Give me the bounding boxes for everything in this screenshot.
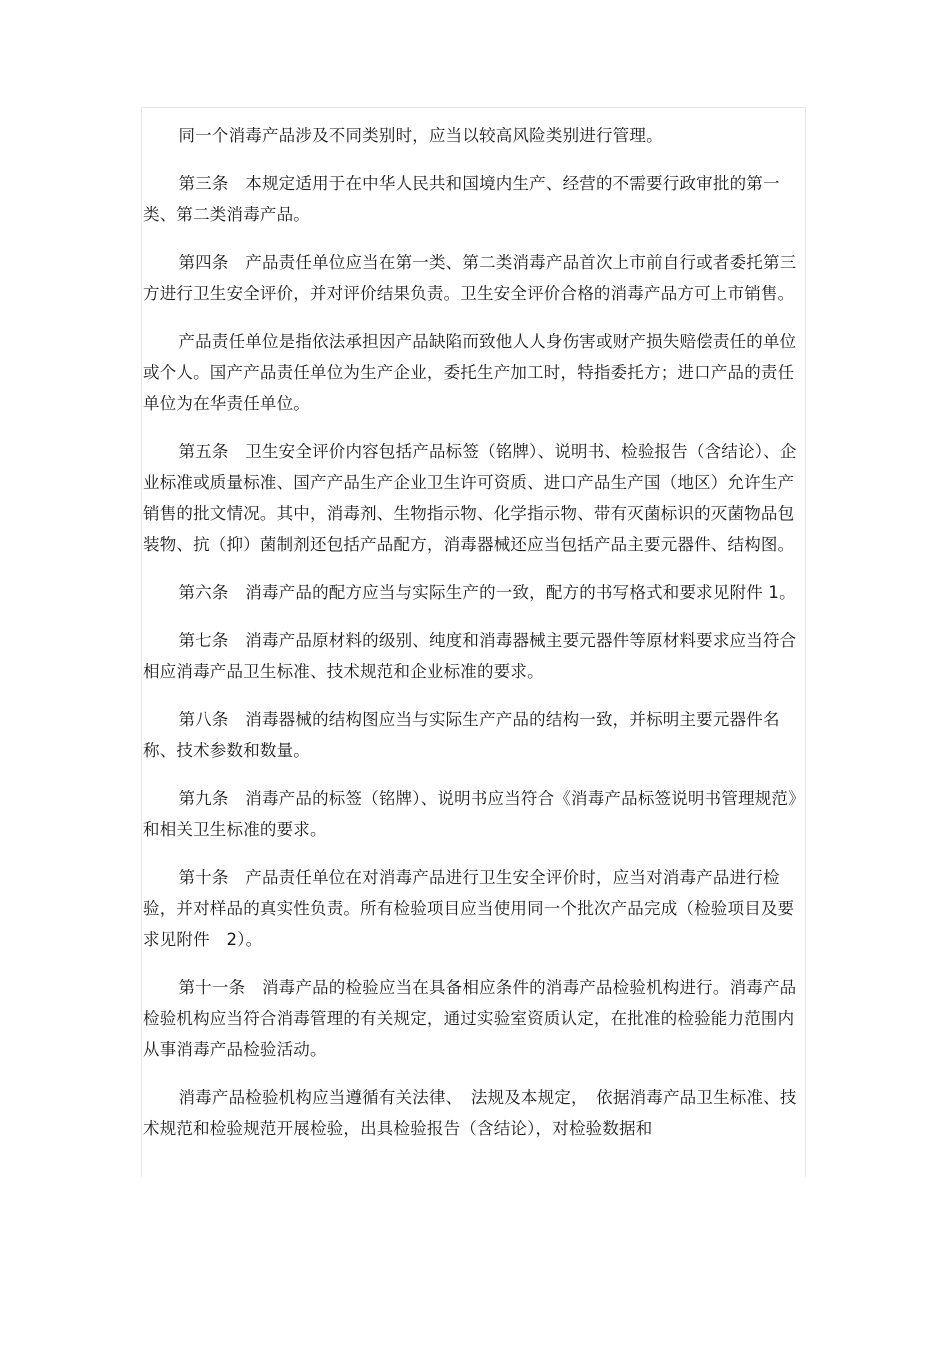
- paragraph-article-5: 第五条 卫生安全评价内容包括产品标签（铭牌）、说明书、检验报告（含结论）、企业标准或质量标准、国产产品生产企业卫生许可资质、进口产品生产国（地区）允许生产销售的批文情况。其中，消毒剂、生物指示物、化学指示物、带有灭菌标识的灭菌物品包装物、抗（抑）菌制剂还包括产品配方，消毒器械还应当包括产品主要元器件、结构图。: [143, 442, 797, 554]
- paragraph-responsible-unit: 产品责任单位是指依法承担因产品缺陷而致他人人身伤害或财产损失赔偿责任的单位或个人。国产产品责任单位为生产企业，委托生产加工时，特指委托方；进口产品的责任单位为在华责任单位。: [143, 332, 797, 413]
- paragraph-article-8: 第八条 消毒器械的结构图应当与实际生产产品的结构一致，并标明主要元器件名称、技术参数和数量。: [143, 710, 780, 760]
- paragraph-article-3: 第三条 本规定适用于在中华人民共和国境内生产、经营的不需要行政审批的第一类、第二类消毒产品。: [143, 174, 780, 224]
- paragraph-article-7: 第七条 消毒产品原材料的级别、纯度和消毒器械主要元器件等原材料要求应当符合相应消毒产品卫生标准、技术规范和企业标准的要求。: [143, 631, 797, 681]
- paragraph-article-9: 第九条 消毒产品的标签（铭牌）、说明书应当符合《消毒产品标签说明书管理规范》和相关卫生标准的要求。: [143, 789, 797, 839]
- paragraph-article-10: 第十条 产品责任单位在对消毒产品进行卫生安全评价时，应当对消毒产品进行检验，并对样品的真实性负责。所有检验项目应当使用同一个批次产品完成（检验项目及要求见附件 2）。: [143, 868, 795, 949]
- paragraph-article-6: 第六条 消毒产品的配方应当与实际生产的一致，配方的书写格式和要求见附件 1。: [178, 583, 796, 602]
- paragraph-category-risk: 同一个消毒产品涉及不同类别时，应当以较高风险类别进行管理。: [178, 126, 663, 145]
- document-body: [143, 120, 803, 1161]
- paragraph-inspection-agency: 消毒产品检验机构应当遵循有关法律、 法规及本规定， 依据消毒产品卫生标准、技术规范和检验规范开展检验，出具检验报告（含结论），对检验数据和: [143, 1088, 797, 1138]
- paragraph-article-4: 第四条 产品责任单位应当在第一类、第二类消毒产品首次上市前自行或者委托第三方进行卫生安全评价，并对评价结果负责。卫生安全评价合格的消毒产品方可上市销售。: [143, 253, 797, 303]
- paragraph-article-11: 第十一条 消毒产品的检验应当在具备相应条件的消毒产品检验机构进行。消毒产品检验机构应当符合消毒管理的有关规定，通过实验室资质认定，在批准的检验能力范围内从事消毒产品检验活动。: [143, 978, 797, 1059]
